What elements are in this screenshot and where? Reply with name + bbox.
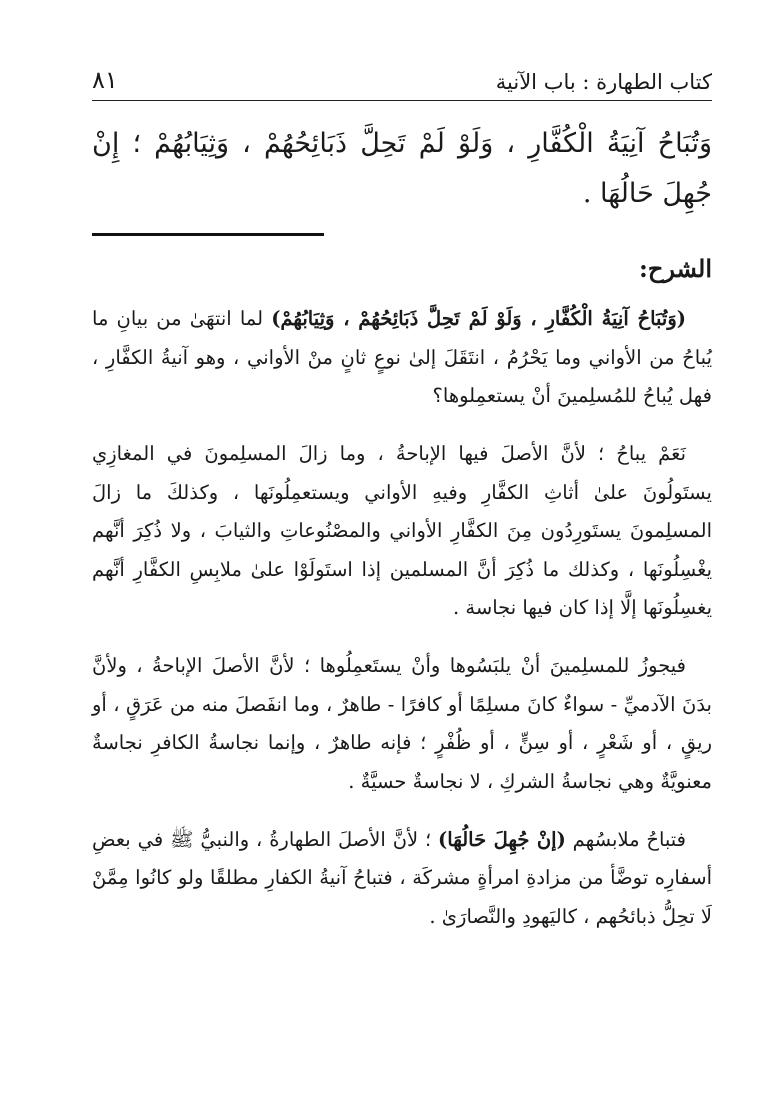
section-divider (92, 233, 324, 236)
commentary-paragraph (92, 435, 712, 628)
commentary-paragraph (92, 821, 712, 937)
quoted-matn: (وَتُبَاحُ آنِيَةُ الْكُفَّارِ ، وَلَوْ لَمْ تَحِلَّ ذَبَائِحُهُمْ ، وَثِيَابُهُمْ) (271, 307, 686, 330)
sharh-heading: الشرح: (639, 254, 712, 283)
chapter-title: كتاب الطهارة : باب الآنية (495, 70, 712, 94)
paragraph-text: فيجوزُ للمسلِمينَ أنْ يلبَسُوها وأنْ يستَعمِلُوها ؛ لأنَّ الأصلَ الإباحةُ ، ولأنَّ بدَنَ الآدميِّ - سواءٌ كانَ مسلِمًا أو كافرًا - طاهرٌ ، وما انفَصلَ منه من عَرَقٍ ، أو ريقٍ ، أو شَعْرٍ ، أو سِنٍّ ، أو ظُفْرٍ ؛ فإنه طاهرٌ ، وإنما نجاسةُ الكافرِ نجاسةٌ معنويَّةٌ وهي نجاسةُ الشركِ ، لا نجاسةٌ حسيَّةٌ . (92, 654, 712, 793)
quoted-matn: (إنْ جُهِلَ حَالُهَا) (438, 827, 566, 851)
book-page (92, 52, 712, 956)
page-number: ٨١ (92, 66, 118, 94)
paragraph-text: ؛ لأنَّ الأصلَ الطهارةُ ، والنبيُّ ﷺ في بعضِ أسفارِه توضَّأ من مزادةِ امرأةٍ مشركَة ، فتباحُ آنيةُ الكفارِ مطلقًا ولو كانُوا مِمَّنْ لَا تحِلُّ ذبائحُهم ، كاليَهودِ والنَّصارَىٰ . (92, 827, 712, 928)
paragraph-text: لما انتهَىٰ من بيانِ ما يُباحُ من الأواني وما يَحْرُمُ ، انتَقَلَ إلىٰ نوعٍ ثانٍ منْ الأواني ، وهو آنيةُ الكفَّارِ ، فهل يُباحُ للمُسلِمينَ أنْ يستعمِلوها؟ (92, 307, 712, 407)
running-header (92, 52, 712, 101)
paragraph-text-before: فتباحُ ملابسُهم (565, 827, 687, 851)
paragraph-text: نَعَمْ يباحُ ؛ لأنَّ الأصلَ فيها الإباحةُ ، وما زالَ المسلِمونَ في المغازِي يستَولُونَ علىٰ أثاثِ الكفَّارِ وفيهِ الأواني ويستعمِلُونَها ، وكذلكَ ما زالَ المسلِمونَ يستَورِدُون مِنَ الكفَّارِ الأواني والمصْنُوعاتِ والثيابَ ، ولا ذُكِرَ أنَّهم يغْسِلُونَها ، وكذلك ما ذُكِرَ أنَّ المسلمين إذا استَولَوْا علىٰ ملابِسِ الكفَّارِ أنَّهم يغسِلُونَها إلَّا إذا كان فيها نجاسة . (92, 442, 712, 619)
matn-text: وَتُبَاحُ آنِيَةُ الْكُفَّارِ ، وَلَوْ لَمْ تَحِلَّ ذَبَائِحُهُمْ ، وَثِيَابُهُمْ ؛ إِنْ جُهِلَ حَالُهَا . (92, 128, 712, 209)
commentary-paragraph (92, 647, 712, 801)
commentary-paragraph (92, 300, 712, 416)
